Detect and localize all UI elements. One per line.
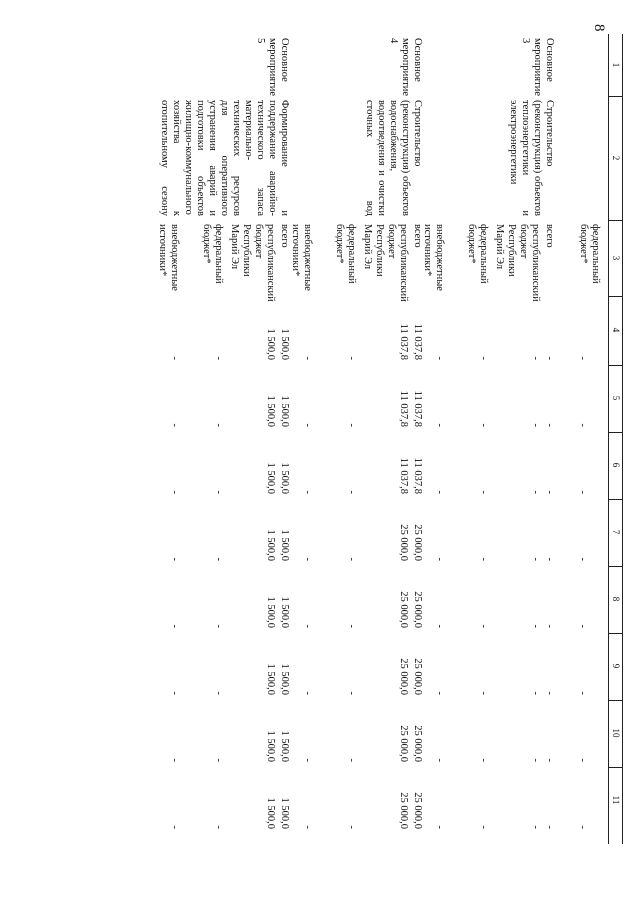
carry-over-value: -	[577, 825, 588, 829]
funding-source-label: республиканский бюджет Республики Марий Эл	[494, 224, 541, 302]
funding-source-label: внебюджетные источники*	[422, 224, 445, 291]
funding-source-label: всего	[279, 224, 290, 248]
budget-value: 25 000,0	[398, 524, 409, 561]
budget-value: -	[213, 356, 224, 360]
carry-over-value: -	[577, 490, 588, 494]
budget-value: -	[434, 490, 445, 494]
budget-value: -	[302, 423, 313, 427]
budget-value: -	[302, 691, 313, 695]
header-col-6: 6	[611, 462, 621, 468]
budget-value: 1 500,0	[279, 328, 290, 360]
budget-value: 25 000,0	[398, 792, 409, 829]
col-divider-5	[609, 432, 623, 433]
col-divider-8	[609, 633, 623, 634]
budget-value: 1 500,0	[279, 797, 290, 829]
header-col-3: 3	[611, 255, 621, 261]
header-col-4: 4	[611, 327, 621, 333]
carry-over-value: -	[577, 557, 588, 561]
row-name: Основное мероприятие 3	[520, 38, 555, 96]
carry-over-value: -	[577, 624, 588, 628]
budget-value: -	[530, 691, 541, 695]
carry-over-value: -	[577, 758, 588, 762]
budget-value: 1 500,0	[265, 529, 276, 561]
budget-value: -	[213, 423, 224, 427]
budget-value: -	[478, 490, 489, 494]
budget-value: -	[346, 557, 357, 561]
budget-value: -	[434, 691, 445, 695]
budget-value: -	[169, 691, 180, 695]
budget-value: -	[169, 490, 180, 494]
budget-value: -	[346, 825, 357, 829]
header-col-1: 1	[611, 62, 621, 68]
budget-value: 25 000,0	[398, 725, 409, 762]
header-col-11: 11	[611, 795, 621, 805]
funding-source-label: республиканский бюджет Республики Марий Эл	[229, 224, 276, 302]
budget-value: 1 500,0	[265, 395, 276, 427]
budget-value: -	[530, 624, 541, 628]
budget-value: -	[530, 356, 541, 360]
budget-value: -	[544, 624, 555, 628]
header-col-10: 10	[611, 728, 621, 738]
budget-value: 25 000,0	[412, 658, 423, 695]
budget-value: 11 037,8	[412, 323, 423, 360]
budget-value: -	[544, 423, 555, 427]
header-bottom-rule	[608, 34, 609, 844]
budget-value: 25 000,0	[412, 725, 423, 762]
row-name: Основное мероприятие 4	[388, 38, 423, 96]
budget-value: 25 000,0	[398, 591, 409, 628]
budget-value: -	[302, 557, 313, 561]
funding-source-label: всего	[544, 224, 555, 248]
budget-value: -	[544, 490, 555, 494]
budget-value: -	[169, 624, 180, 628]
budget-value: 1 500,0	[265, 328, 276, 360]
budget-value: -	[530, 423, 541, 427]
carry-over-source: федеральный бюджет*	[578, 224, 601, 284]
budget-value: 1 500,0	[279, 596, 290, 628]
budget-value: 1 500,0	[279, 395, 290, 427]
budget-value: 11 037,8	[398, 323, 409, 360]
budget-value: -	[544, 356, 555, 360]
col-divider-3	[609, 296, 623, 297]
col-divider-6	[609, 499, 623, 500]
budget-value: -	[530, 758, 541, 762]
budget-value: -	[434, 557, 445, 561]
budget-value: -	[213, 490, 224, 494]
budget-value: 1 500,0	[279, 730, 290, 762]
budget-value: 1 500,0	[265, 462, 276, 494]
budget-value: -	[434, 624, 445, 628]
budget-value: -	[302, 624, 313, 628]
carry-over-value: -	[577, 691, 588, 695]
funding-source-label: федеральный бюджет*	[201, 224, 224, 284]
budget-value: -	[213, 624, 224, 628]
budget-value: -	[434, 423, 445, 427]
budget-value: -	[346, 758, 357, 762]
carry-over-value: -	[577, 356, 588, 360]
budget-value: -	[478, 624, 489, 628]
col-divider-4	[609, 365, 623, 366]
budget-value: 1 500,0	[279, 529, 290, 561]
budget-value: -	[478, 691, 489, 695]
table-top-rule	[622, 34, 623, 844]
header-col-5: 5	[611, 395, 621, 401]
budget-value: -	[302, 758, 313, 762]
budget-value: -	[346, 423, 357, 427]
budget-value: -	[169, 557, 180, 561]
budget-value: 11 037,8	[398, 390, 409, 427]
row-description: Строительство (реконструкция) объектов теплоэнергетики и электроэнергетики	[508, 100, 555, 216]
budget-value: -	[213, 758, 224, 762]
budget-value: -	[544, 557, 555, 561]
budget-value: -	[169, 423, 180, 427]
budget-value: -	[530, 557, 541, 561]
budget-value: -	[544, 691, 555, 695]
budget-value: -	[544, 825, 555, 829]
budget-value: -	[213, 557, 224, 561]
header-col-7: 7	[611, 529, 621, 535]
budget-value: 11 037,8	[412, 457, 423, 494]
budget-value: 1 500,0	[265, 663, 276, 695]
budget-table	[125, 34, 623, 844]
header-col-2: 2	[611, 155, 621, 161]
funding-source-label: всего	[412, 224, 423, 248]
budget-value: 25 000,0	[398, 658, 409, 695]
col-divider-7	[609, 566, 623, 567]
budget-value: -	[346, 356, 357, 360]
funding-source-label: внебюджетные источники*	[290, 224, 313, 291]
funding-source-label: федеральный бюджет*	[334, 224, 357, 284]
budget-value: -	[478, 557, 489, 561]
budget-value: -	[169, 758, 180, 762]
budget-value: -	[302, 356, 313, 360]
budget-value: -	[434, 825, 445, 829]
budget-value: 1 500,0	[265, 730, 276, 762]
budget-value: -	[478, 825, 489, 829]
budget-value: -	[530, 825, 541, 829]
header-col-9: 9	[611, 663, 621, 669]
budget-value: -	[302, 490, 313, 494]
budget-value: 11 037,8	[412, 390, 423, 427]
col-divider-1	[609, 96, 623, 97]
budget-value: 25 000,0	[412, 524, 423, 561]
budget-value: 25 000,0	[412, 591, 423, 628]
budget-value: 1 500,0	[279, 663, 290, 695]
budget-value: -	[169, 825, 180, 829]
budget-value: -	[302, 825, 313, 829]
row-description: Строительство (реконструкция) объектов водоснабжения, водоотведения и очистки сточных вод	[364, 100, 423, 216]
budget-value: -	[213, 691, 224, 695]
budget-value: -	[346, 691, 357, 695]
budget-value: -	[478, 423, 489, 427]
budget-value: -	[478, 758, 489, 762]
row-description: Формирование и поддержание аварийно-технического запаса материально-технических ресурсов для оперативного устранения аварий и подготовки объектов жилищно-коммунального хозяйства к отопительному сезону	[159, 100, 290, 216]
budget-value: 1 500,0	[265, 797, 276, 829]
budget-value: 25 000,0	[412, 792, 423, 829]
budget-value: -	[434, 758, 445, 762]
funding-source-label: внебюджетные источники*	[157, 224, 180, 291]
col-divider-9	[609, 700, 623, 701]
budget-value: -	[530, 490, 541, 494]
budget-value: -	[213, 825, 224, 829]
header-col-8: 8	[611, 596, 621, 602]
budget-value: 1 500,0	[279, 462, 290, 494]
funding-source-label: республиканский бюджет Республики Марий Эл	[362, 224, 409, 302]
budget-value: 1 500,0	[265, 596, 276, 628]
row-name: Основное мероприятие 5	[255, 38, 290, 96]
funding-source-label: федеральный бюджет*	[466, 224, 489, 284]
page-number: 8	[591, 24, 607, 32]
budget-value: 11 037,8	[398, 457, 409, 494]
carry-over-value: -	[577, 423, 588, 427]
budget-value: -	[169, 356, 180, 360]
budget-value: -	[478, 356, 489, 360]
budget-value: -	[544, 758, 555, 762]
col-divider-10	[609, 767, 623, 768]
col-divider-2	[609, 220, 623, 221]
budget-value: -	[346, 624, 357, 628]
budget-value: -	[346, 490, 357, 494]
budget-value: -	[434, 356, 445, 360]
